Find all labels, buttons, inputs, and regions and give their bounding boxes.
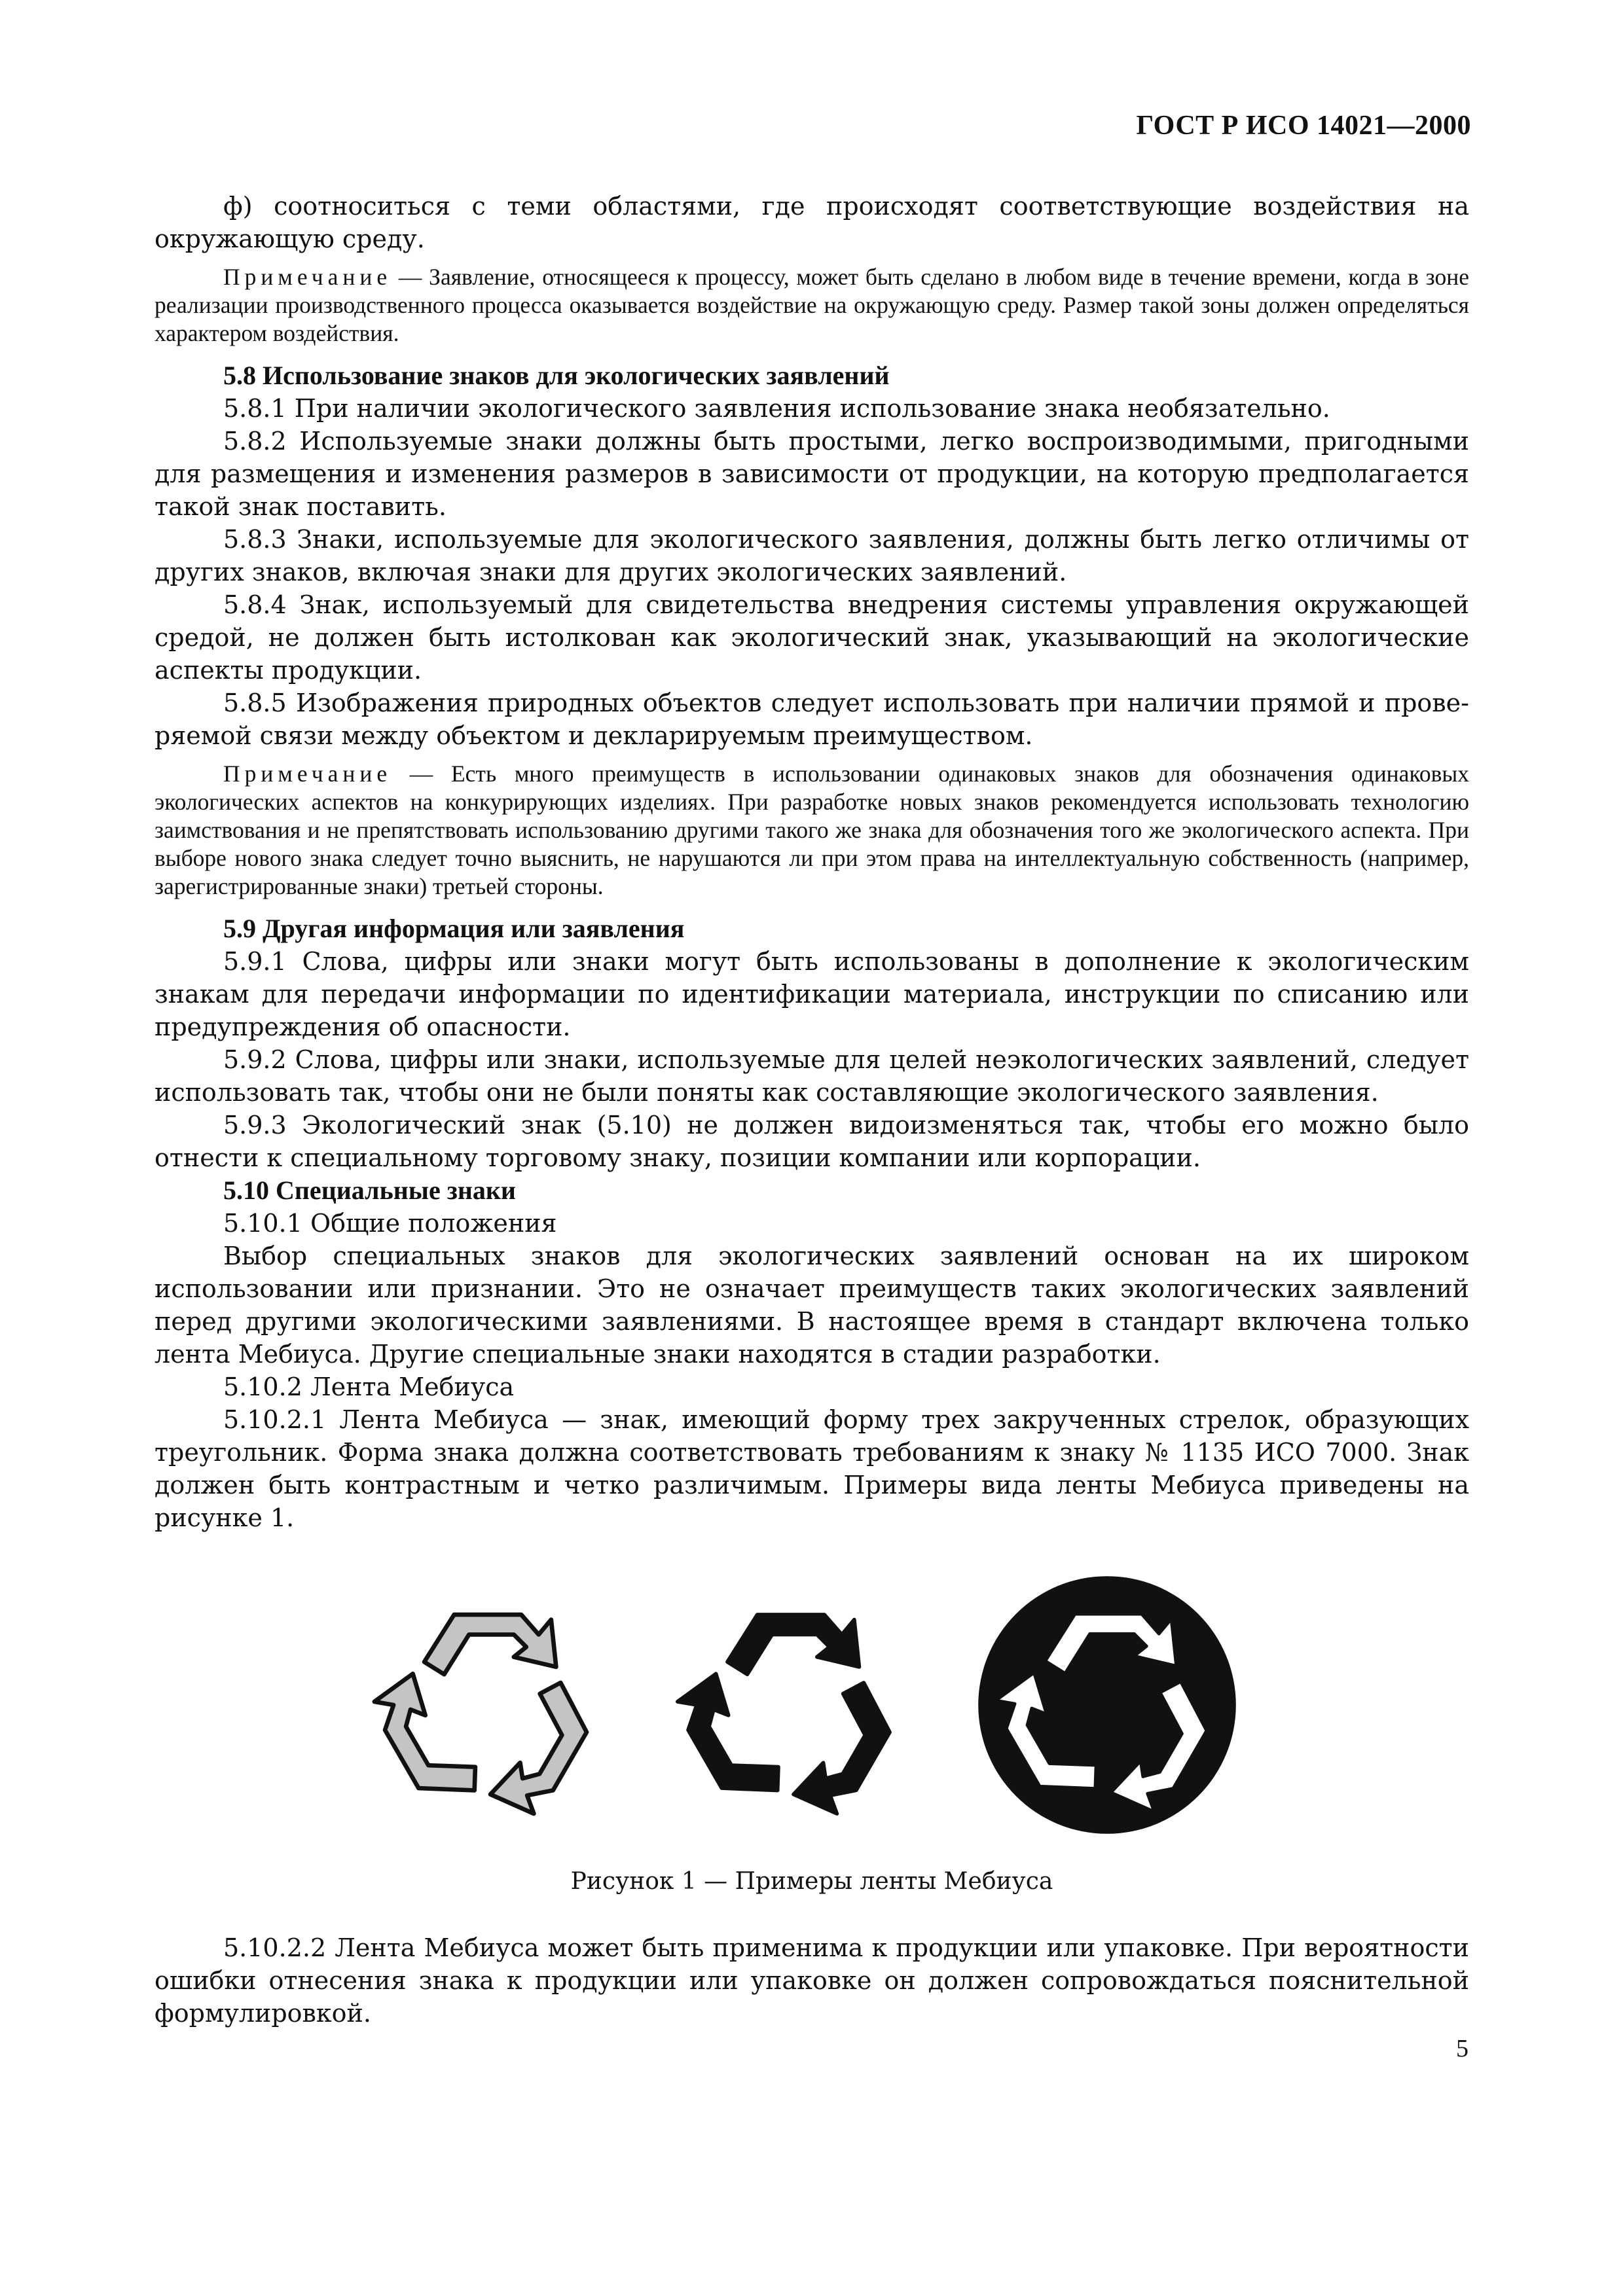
paragraph: 5.9.1 Слова, цифры или знаки могут быть использованы в дополнение к экологическим знакам для передачи информации по идентификации материала, инструкции по списанию или предупреждения об опасности. [155,947,1469,1041]
page-content [155,190,1469,2030]
paragraph: 5.8.3 Знаки, используемые для экологического заявления, должны быть легко отличимы от других знаков, включая знаки для других экологических заявлений. [155,525,1469,586]
paragraph: 5.9.3 Экологический знак (5.10) не должен видоизменяться так, чтобы его можно было отнести к специальному торговому знаку, позиции компании или корпорации. [155,1111,1469,1172]
paragraph: 5.10.2.2 Лента Мебиуса может быть применима к продукции или упаковке. При вероятности ошибки отнесения знака к продукции или упаковке он должен сопровождаться пояснительной формулировкой. [155,1933,1469,2028]
paragraph: Выбор специальных знаков для экологических заявлений основан на их широком использовании или признании. Это не означает преимуществ таких экологических заявлений перед другими экологическими заявлениями. В настоящее время в стандарт включена только лента Мебиуса. Другие специальные знаки находятся в стадии разработки. [155,1242,1469,1369]
paragraph: 5.8.1 При наличии экологического заявления использование знака необязательно. [223,394,1330,423]
note-text: — Заявление, относящееся к процессу, может быть сделано в любом виде в течение времени, когда в зоне реализации производственного процесса оказывается воздействие на окружающую среду. Размер такой зоны должен определяться характером воздействия. [155,264,1469,346]
section-heading: 5.8 Использование знаков для экологических заявлений [223,361,890,390]
mobius-loop-icon [665,1571,914,1833]
paragraph: 5.10.2 Лента Мебиуса [223,1372,515,1401]
note-label: Примечание [223,264,392,290]
page-number: 5 [1456,2035,1468,2062]
paragraph: 5.9.2 Слова, цифры или знаки, используемые для целей неэкологических заявлений, следует использовать так, чтобы они не были поняты как составляющие экологического заявления. [155,1045,1469,1107]
note [155,263,1469,348]
note-label: Примечание [223,761,392,787]
paragraph: 5.8.5 Изображения природных объектов следует использовать при наличии прямой и проверяемой связи между объектом и декларируемым преимуществом. [155,689,1469,750]
mobius-loop-icon [973,1571,1241,1839]
paragraph: 5.10.2.1 Лента Мебиуса — знак, имеющий форму трех закрученных стрелок, образующих треугольник. Форма знака должна соответствовать требованиям к знаку № 1135 ИСО 7000. Знак должен быть контрастным и четко различимым. Примеры вида ленты Мебиуса приведены на рисунке 1. [155,1405,1469,1532]
section-heading: 5.9 Другая информация или заявления [223,914,685,943]
note-text: — Есть много преимуществ в использовании одинаковых знаков для обозначения одинаковых экологических аспектов на конкурирующих изделиях. При разработке новых знаков рекомендуется использовать технологию заимствования и не препятствовать использованию другими такого же знака для обозначения того же экологического аспекта. При выборе нового знака следует точно выяснить, не нарушаются ли при этом права на интеллектуальную собственность (например, зарегистрированные знаки) третьей стороны. [155,761,1469,899]
paragraph: 5.8.2 Используемые знаки должны быть простыми, легко воспроизводимыми, пригодными для размещения и изменения размеров в зависимости от продукции, на которую предполагается такой знак поставить. [155,427,1469,521]
figure-caption: Рисунок 1 — Примеры ленты Мебиуса [570,1868,1053,1895]
section-heading: 5.10 Специальные знаки [223,1175,516,1205]
mobius-loop-icon [362,1571,611,1833]
paragraph: ф) соотноситься с теми областями, где происходят соответствующие воздействия на окружающую среду. [155,192,1469,253]
paragraph: 5.8.4 Знак, используемый для свидетельства внедрения системы управления окружающей средой, не должен быть истолкован как экологический знак, указывающий на экологические аспекты продукции. [155,590,1469,685]
figure-mobius-examples [155,1571,1469,1839]
paragraph: 5.10.1 Общие положения [223,1209,557,1238]
document-header: ГОСТ Р ИСО 14021—2000 [1136,111,1471,141]
note [155,760,1469,901]
